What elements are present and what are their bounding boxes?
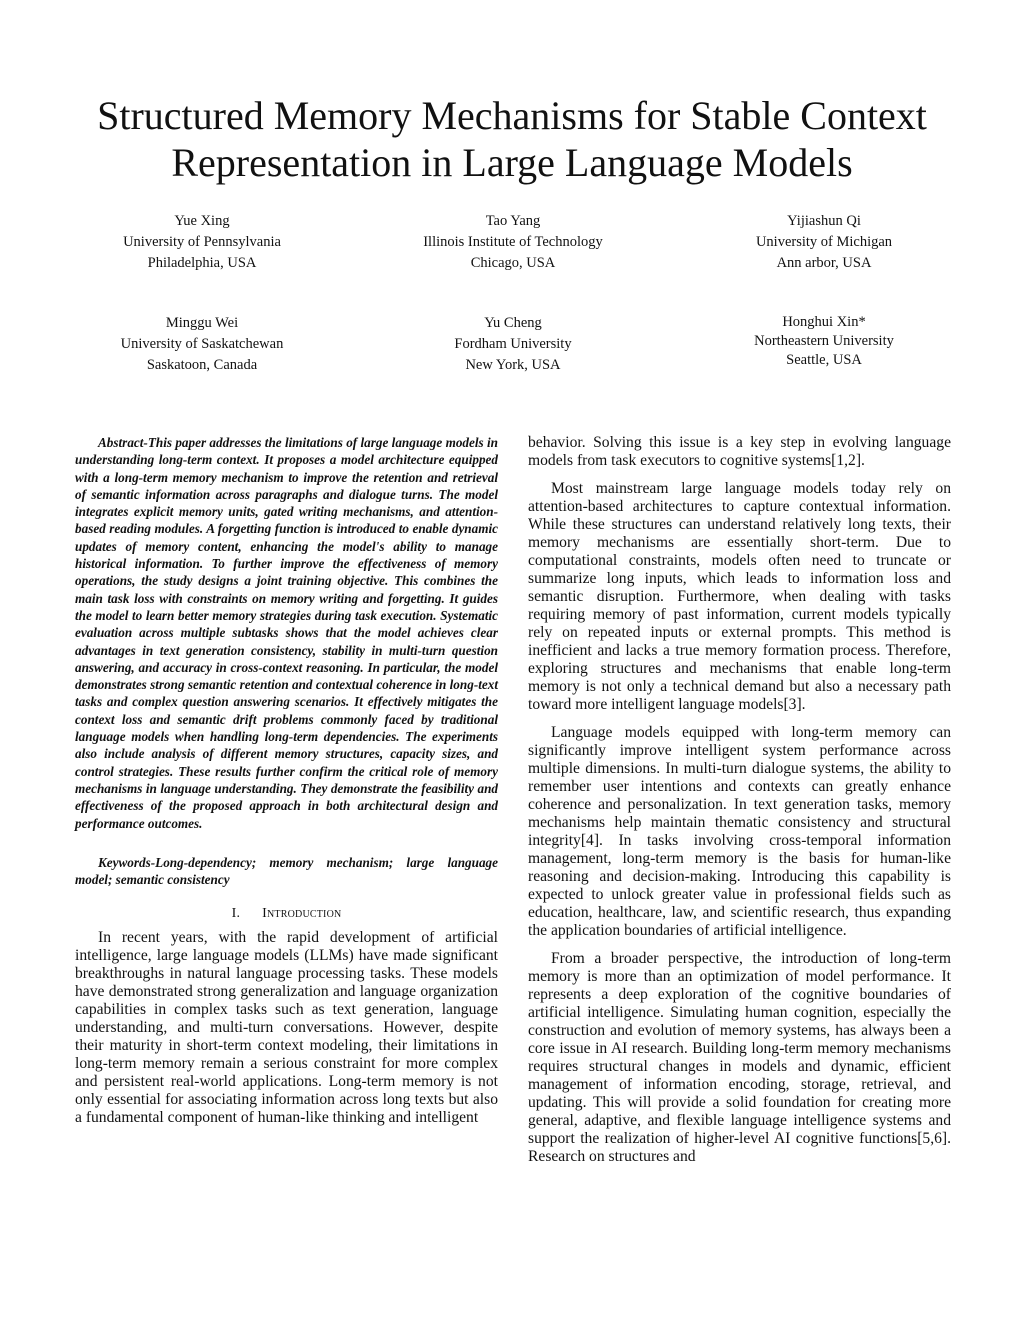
author-affiliation: Illinois Institute of Technology (423, 234, 603, 250)
author-block (72, 313, 332, 376)
author-affiliation: University of Pennsylvania (123, 234, 281, 250)
abstract: Abstract-This paper addresses the limitations of large language models in understanding long-term context. It proposes a model architecture equipped with a long-term memory mechanism to improve the retention and retrieval of semantic information across paragraphs and dialogue turns. The model integrates explicit memory units, gated writing mechanisms, and attention-based reading modules. A forgetting function is introduced to enable dynamic updates of memory content, enhancing the model's ability to manage historical information. To further improve the effectiveness of memory operations, the study designs a joint training objective. This combines the main task loss with constraints on memory writing and forgetting. It guides the model to learn better memory strategies during task execution. Systematic evaluation across multiple subtasks shows that the model achieves clear advantages in text generation consistency, stability in multi-turn question answering, and accuracy in cross-context reasoning. In particular, the model demonstrates strong semantic retention and contextual coherence in long-text tasks and complex question answering scenarios. It effectively mitigates the context loss and semantic drift problems commonly faced by traditional language models when handling long-term dependencies. The experiments also include analysis of different memory structures, capacity sizes, and control strategies. These results further confirm the critical role of memory mechanisms in language understanding. They demonstrate the feasibility and effectiveness of the proposed approach in both architectural design and performance outcomes. (75, 435, 498, 831)
author-block (694, 211, 954, 274)
author-block (694, 313, 954, 370)
author-affiliation: University of Saskatchewan (120, 336, 284, 352)
paragraph: Most mainstream large language models today rely on attention-based architectures to capture contextual information. While these structures can understand relatively long texts, their memory mechanisms are essentially short-term. Due to computational constraints, models often need to truncate or summarize long inputs, which leads to information loss and semantic disruption. Furthermore, when dealing with tasks requiring memory of past information, current models typically rely on repeated inputs or external prompts. This method is inefficient and lacks a true memory formation process. Therefore, exploring structures and mechanisms that enable long-term memory is not only a technical demand but also a necessary path toward more intelligent language models[3]. (528, 480, 951, 713)
author-location: Chicago, USA (470, 255, 556, 271)
paper-title (40, 92, 984, 186)
keywords: Keywords-Long-dependency; memory mechanism; large language model; semantic consistency (75, 854, 498, 888)
author-location: Saskatoon, Canada (146, 357, 258, 373)
right-column (528, 434, 951, 1166)
paragraph: In recent years, with the rapid development of artificial intelligence, large language models (LLMs) have made significant breakthroughs in natural language processing tasks. These models have demonstrated strong generalization and language organization capabilities in complex tasks such as text generation, language understanding, and multi-turn conversations. However, despite their maturity in short-term context modeling, their limitations in long-term memory remain a serious constraint for more complex and persistent real-world applications. Long-term memory is not only essential for associating information across long texts but also a fundamental component of human-like thinking and intelligent (75, 929, 498, 1127)
section-title: Introduction (262, 906, 342, 922)
paragraph: Language models equipped with long-term memory can significantly improve intelligent system performance across multiple dimensions. In multi-turn dialogue systems, the ability to remember user intentions and contexts can greatly enhance coherence and personalization. In text generation tasks, memory mechanisms help maintain thematic consistency and structural integrity[4]. In tasks involving cross-temporal information management, long-term memory is the basis for human-like reasoning and decision-making. Introducing this capability is expected to unlock greater value in professional fields such as education, healthcare, law, and scientific research, thus expanding the application boundaries of artificial intelligence. (528, 724, 951, 939)
author-location: Ann arbor, USA (776, 255, 872, 271)
author-name: Tao Yang (485, 213, 541, 229)
author-affiliation: Northeastern University (754, 333, 894, 349)
section-heading (75, 905, 498, 923)
author-location: Philadelphia, USA (147, 255, 257, 271)
author-name: Yijiashun Qi (787, 213, 861, 229)
title-line-2: Representation in Large Language Models (171, 140, 853, 185)
author-affiliation: University of Michigan (755, 234, 893, 250)
left-column (75, 434, 498, 1127)
author-affiliation: Fordham University (454, 336, 572, 352)
paragraph: From a broader perspective, the introduction of long-term memory is more than an optimization of model performance. It represents a deep exploration of the cognitive boundaries of artificial intelligence. Simulating human cognition, especially the construction and evolution of memory systems, has always been a core issue in AI research. Building long-term memory mechanisms requires structural changes in models and dynamic, efficient management of information encoding, storage, retrieval, and updating. This will provide a solid foundation for creating more general, adaptive, and flexible language intelligence systems and support the realization of higher-level AI cognitive functions[5,6]. Research on structures and (528, 950, 951, 1165)
author-location: New York, USA (465, 357, 561, 373)
author-name: Yue Xing (174, 213, 230, 229)
author-location: Seattle, USA (786, 352, 862, 368)
author-name: Yu Cheng (484, 315, 542, 331)
title-line-1: Structured Memory Mechanisms for Stable Context (97, 93, 927, 138)
paragraph-continuation: behavior. Solving this issue is a key step in evolving language models from task executors to cognitive systems[1,2]. (528, 434, 951, 469)
author-name: Minggu Wei (165, 315, 239, 331)
author-block (383, 313, 643, 376)
author-block (72, 211, 332, 274)
section-number: I. (231, 906, 241, 922)
author-block (383, 211, 643, 274)
author-name: Honghui Xin* (782, 314, 866, 330)
